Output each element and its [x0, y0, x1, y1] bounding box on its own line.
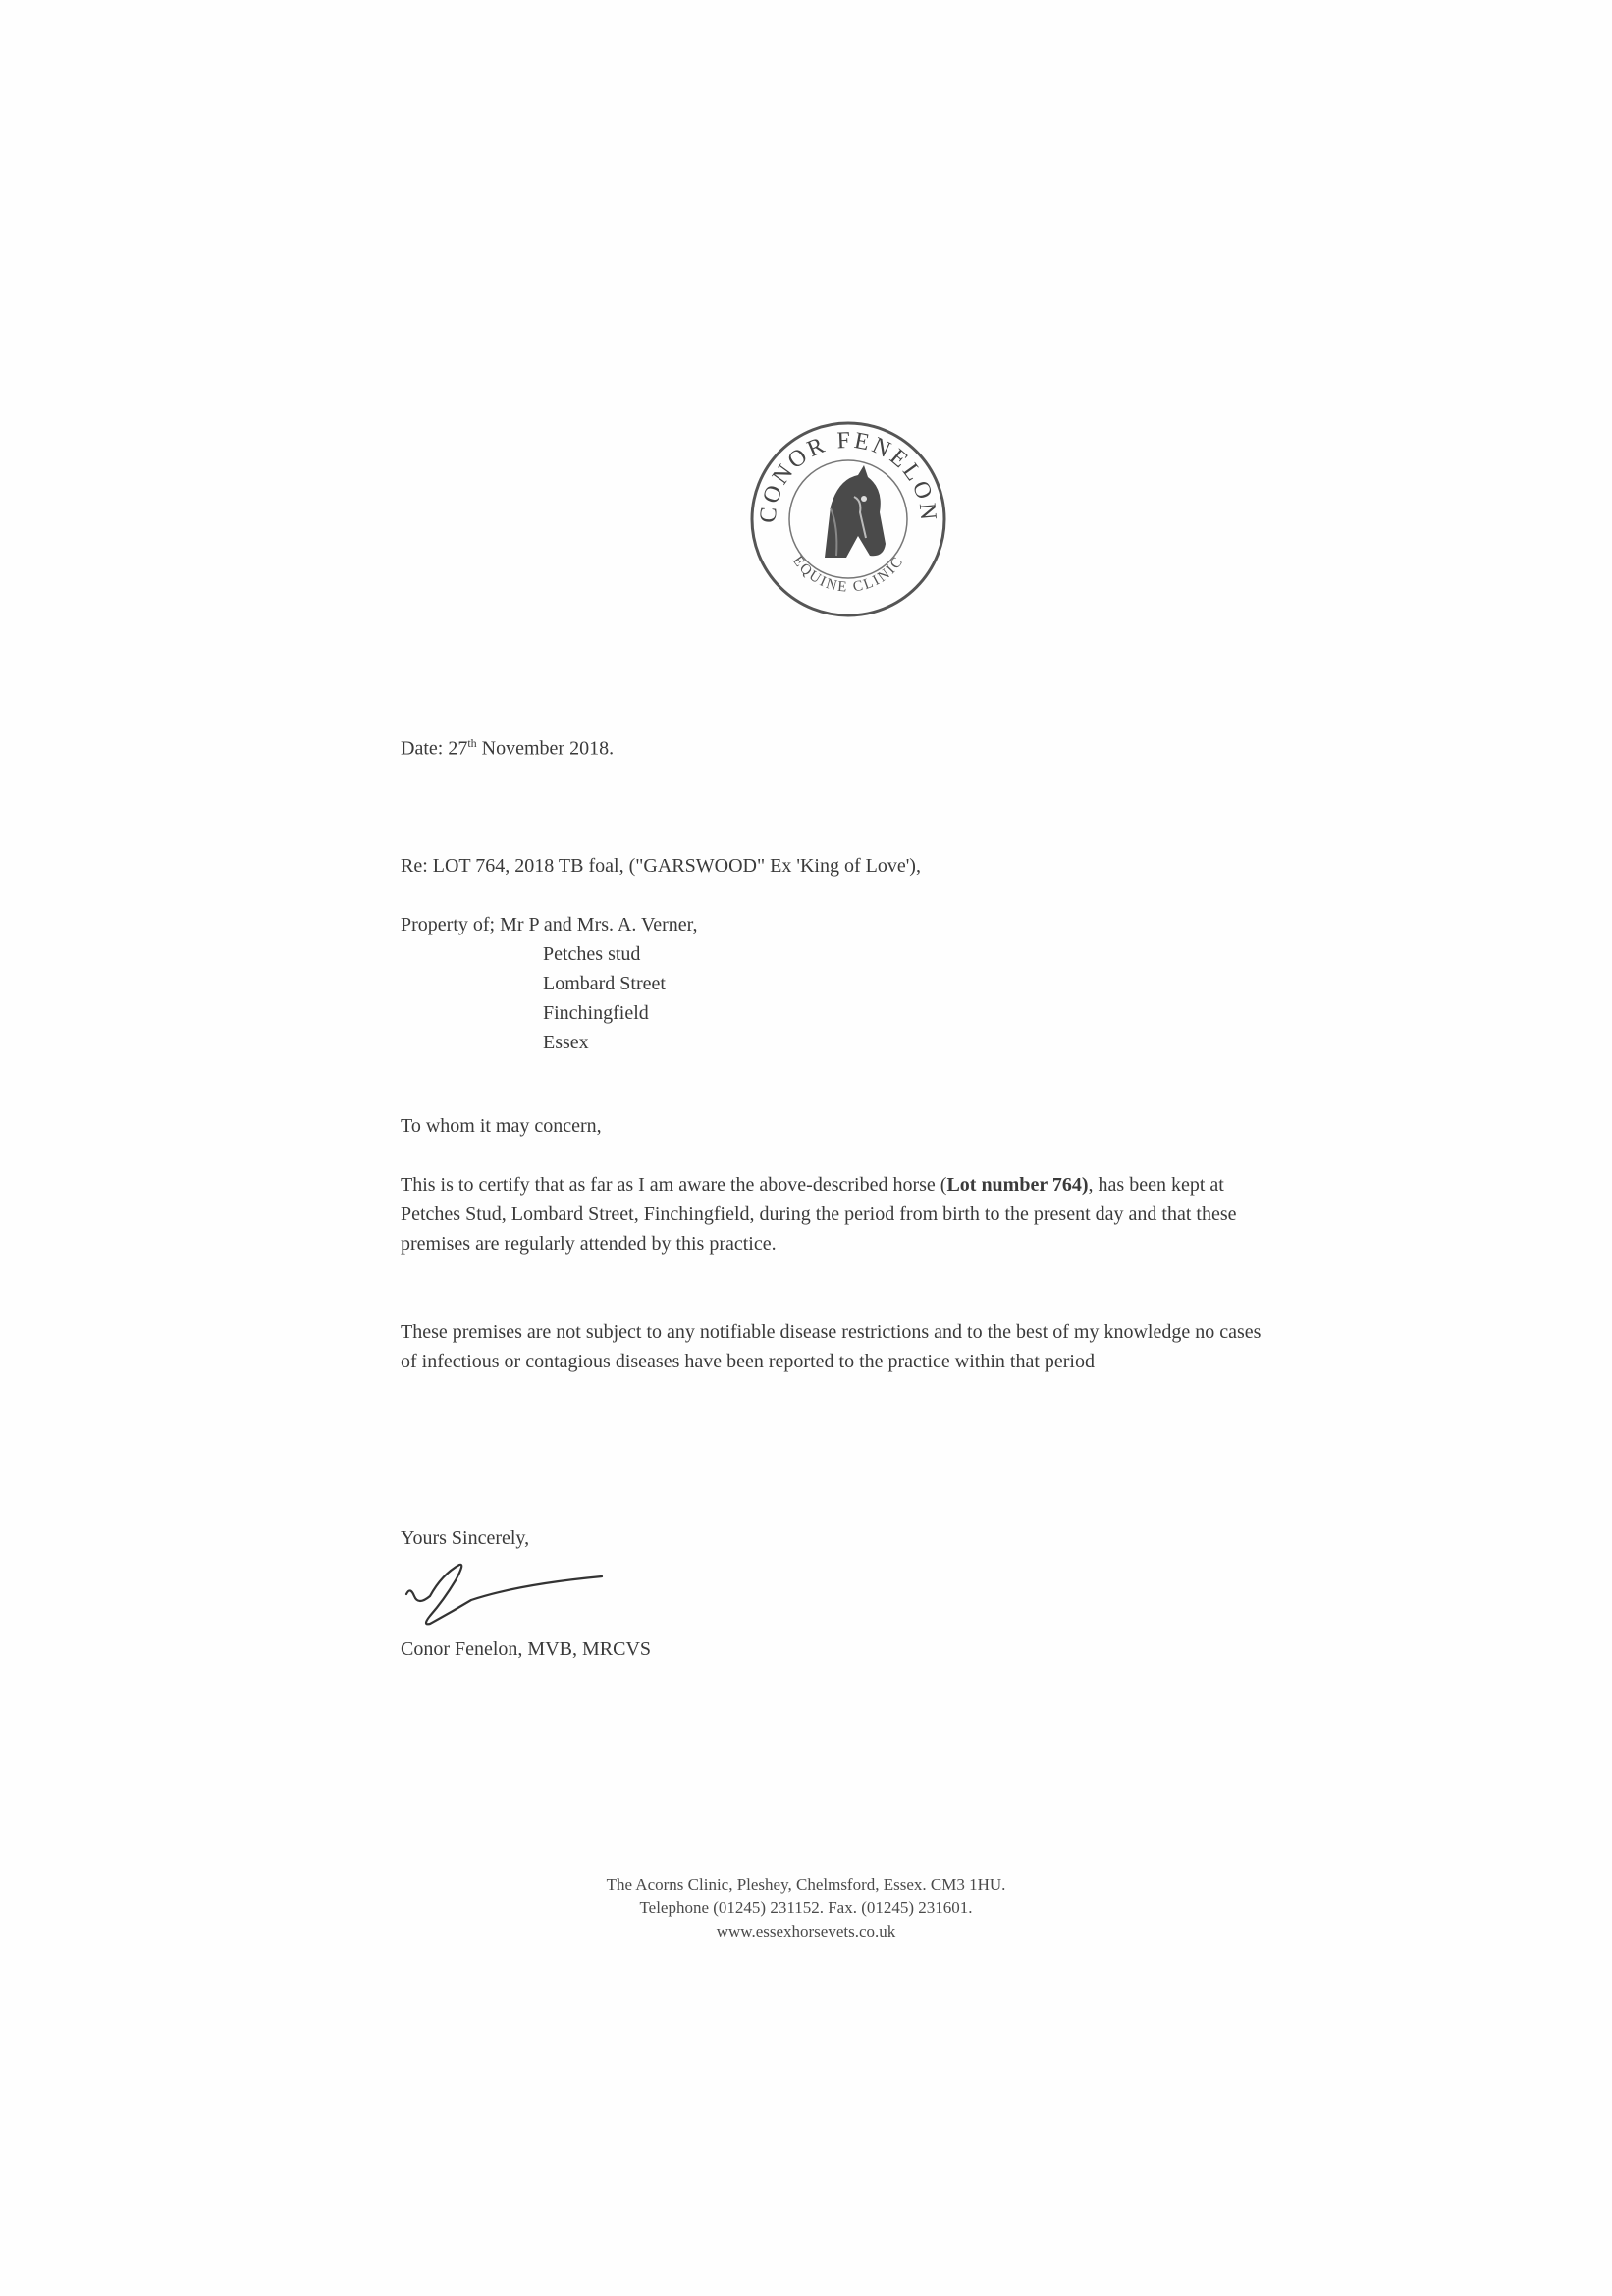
footer-phone: Telephone (01245) 231152. Fax. (01245) 231601. [639, 1898, 973, 1917]
salutation: To whom it may concern, [401, 1115, 602, 1137]
signature [401, 1561, 612, 1631]
disease-paragraph: These premises are not subject to any notifiable disease restrictions and to the best of my knowledge no cases of infectious or contagious diseases have been reported to the practice within that period [401, 1321, 1262, 1372]
owner-name: Mr P and Mrs. A. Verner, [500, 914, 698, 935]
address-line: Essex [543, 1032, 589, 1053]
para1-end: , has been kept at Petches Stud, Lombard Street, Finchingfield, during the period from birth to the present day and that these premises are regularly attended by this practice. [401, 1174, 1237, 1255]
para1-start: This is to certify that as far as I am aware the above-described horse ( [401, 1174, 947, 1196]
closing: Yours Sincerely, [401, 1527, 530, 1549]
reference-line: Re: LOT 764, 2018 TB foal, ("GARSWOOD" Ex 'King of Love'), [401, 855, 921, 877]
date-rest: November 2018. [481, 737, 615, 760]
date-day: 27 [448, 737, 468, 760]
horse-head-icon [825, 465, 886, 558]
property-line [401, 910, 698, 939]
signer-name: Conor Fenelon, MVB, MRCVS [401, 1638, 652, 1660]
logo-bottom-text: EQUINE CLINIC [789, 553, 908, 596]
logo-top-text: CONOR FENELON [755, 427, 941, 524]
owner-address [543, 939, 666, 1057]
svg-text:EQUINE CLINIC [789, 554, 907, 596]
footer-website: www.essexhorsevets.co.uk [716, 1922, 896, 1941]
clinic-logo [748, 410, 948, 628]
footer-address: The Acorns Clinic, Pleshey, Chelmsford, Essex. CM3 1HU. [606, 1875, 1006, 1894]
letter-footer [0, 1873, 1612, 1944]
lot-number: Lot number 764) [946, 1174, 1089, 1196]
property-label: Property of; [401, 914, 496, 935]
date-label: Date: [401, 737, 444, 760]
date-suffix: th [467, 736, 477, 750]
address-line: Lombard Street [543, 973, 666, 994]
address-line: Petches stud [543, 943, 641, 965]
certification-paragraph [401, 1170, 1274, 1258]
address-line: Finchingfield [543, 1002, 649, 1024]
letter-date [401, 728, 614, 764]
